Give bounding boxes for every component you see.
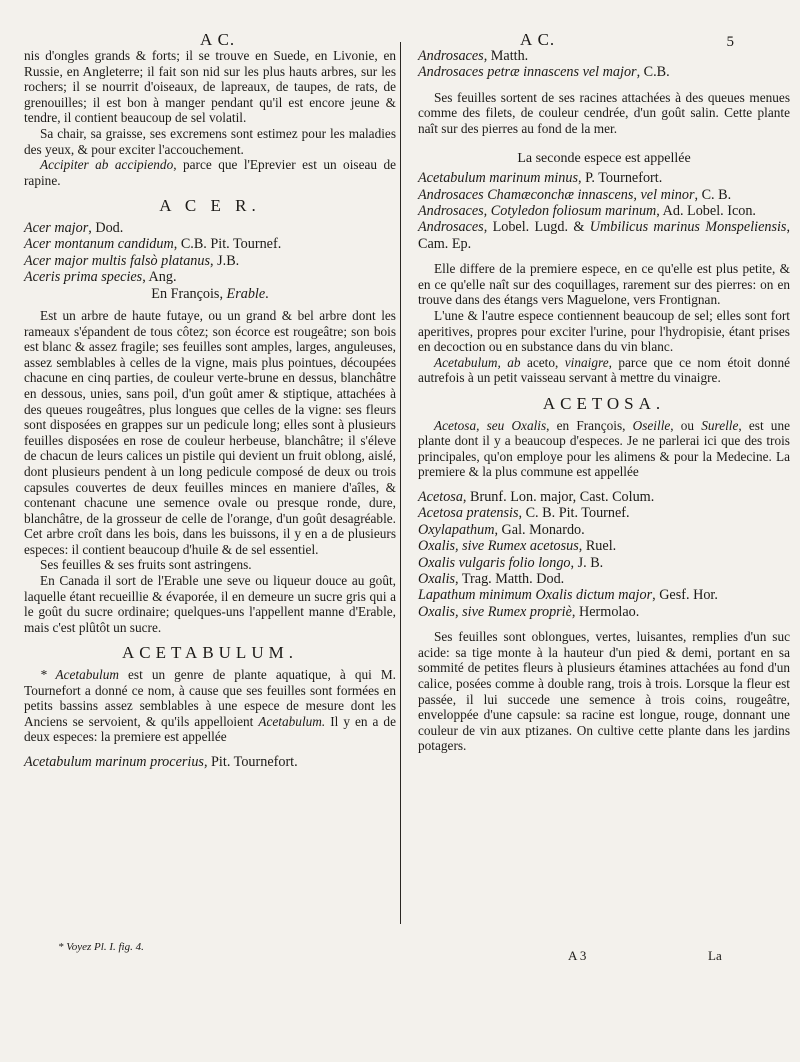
synonym-name: Androsaces Chamæconchæ innascens, vel minor	[418, 186, 695, 203]
running-head-right: A C.	[520, 30, 556, 49]
synonym-authority: , P. Tournefort.	[578, 170, 663, 187]
synonym-name: Oxalis, sive Rumex propriè	[418, 603, 572, 620]
term-3: Surelle	[701, 417, 739, 433]
acetabulum-text: est un genre de plante aquatique, à qui M. Tournefort a donné ce nom, à cause que ses feuilles sont formées en petits bassins assez semblables à une espece de mesure dont les Anciens se servoient, & qu'ils appelloient	[24, 667, 397, 729]
acetabulum-term-2: Acetabulum.	[258, 713, 326, 729]
acetosa-synonym-list	[418, 489, 790, 620]
synonym-authority-2: , Cam. Ep.	[418, 219, 790, 252]
synonym-entry	[24, 253, 396, 269]
synonym-entry	[418, 587, 790, 603]
synonym-name: Acetosa	[418, 488, 463, 505]
synonym-authority: , J.B.	[210, 252, 240, 269]
page-number: 5	[726, 34, 734, 50]
paragraph-feuilles: Ses feuilles sortent de ses racines attachées à des queues menues comme des filets, de couleur cendrée, d'un goût salin. Cette plante naît sur des pierres au fond de la mer.	[418, 89, 790, 136]
synonym-acetabulum-minus	[418, 170, 790, 186]
running-head-left: A C.	[200, 30, 236, 49]
synonym-chamaeconchae	[418, 187, 790, 203]
synonym-authority: , C.B. Pit. Tournef.	[173, 236, 282, 253]
synonym-name: Aceris prima species	[24, 269, 143, 286]
acetabulum-term: * Acetabulum	[40, 667, 119, 683]
synonym-name: Acer montanum candidum	[24, 236, 174, 253]
synonym-cotyledon	[418, 203, 790, 219]
paragraph-acer-astringent: Ses feuilles & ses fruits sont astringens.	[40, 557, 252, 573]
synonym-entry	[24, 220, 396, 236]
footnote: * Voyez Pl. I. fig. 4.	[58, 941, 144, 953]
synonym-name: Oxalis	[418, 570, 456, 587]
paragraph-accipiter-end: nis d'ongles grands & forts; il se trouve en Suede, en Livonie, en Russie, en Angleterre; il fait son nid sur les plus hauts arbres, sur les rochers; il se nourrit d'oiseaux, de lapreaux, de taupes, de rats, de grenouilles; il est bon à manger pendant qu'il est encore jeune & tendre, il contient beaucoup de sel volatil.	[24, 48, 396, 126]
paragraph-chair: Sa chair, sa graisse, ses excremens sont estimez pour les maladies des yeux, & pour exciter l'accouchement.	[24, 125, 396, 157]
second-species-heading: La seconde espece est appellée	[517, 150, 691, 166]
acer-synonym-list	[24, 220, 396, 286]
synonym-authority: , Trag. Matth. Dod.	[455, 570, 565, 587]
left-column	[24, 48, 396, 770]
synonym-authority: , C. B. Pit. Tournef.	[518, 505, 630, 522]
text: , en François,	[546, 417, 633, 433]
synonym-entry	[418, 489, 790, 505]
synonym-entry	[418, 538, 790, 554]
synonym-name: Acetosa pratensis	[418, 505, 519, 522]
synonym-entry	[418, 505, 790, 521]
right-column	[418, 48, 790, 754]
synonym-entry	[24, 236, 396, 252]
synonym-name: Acetabulum marinum procerius	[24, 754, 204, 770]
text: aceto,	[520, 354, 565, 370]
acer-french-name	[24, 286, 396, 302]
column-divider	[400, 42, 401, 924]
paragraph-acer-canada: En Canada il sort de l'Erable une seve ou liqueur douce au goût, laquelle étant recueillie & évaporée, il en demeure un sucre gris qui a le goût du sucre ordinaire; quelques-uns l'appellent manne d'Erable, mais c'est plûtôt un sucre.	[24, 573, 396, 635]
paragraph-vinaigre	[418, 355, 790, 386]
synonym-entry	[418, 555, 790, 571]
text-2: , ou	[670, 417, 702, 433]
paragraph-acetosa	[418, 418, 790, 480]
synonym-name: Androsaces, Cotyledon foliosum marinum	[418, 203, 657, 219]
synonym-authority: , Hermolao.	[571, 603, 640, 620]
synonym-name: Androsaces petræ innascens vel major	[418, 64, 637, 81]
french-name: Erable	[226, 285, 266, 302]
synonym-name-2: Umbilicus marinus Monspeliensis	[589, 219, 787, 236]
synonym-entry	[418, 604, 790, 620]
synonym-name: Oxalis, sive Rumex acetosus	[418, 538, 579, 555]
synonym-entry	[24, 269, 396, 285]
synonym-umbilicus	[418, 219, 790, 252]
synonym-name: Acer major	[24, 219, 89, 236]
acetabulum-text-2: Il y en a de deux especes: la premiere est appellée	[24, 713, 396, 745]
synonym-entry	[418, 571, 790, 587]
term-2: vinaigre	[564, 354, 609, 370]
signature-mark: A 3	[568, 948, 587, 963]
synonym-name: Oxylapathum	[418, 521, 495, 538]
synonym-authority: , C.B.	[636, 64, 670, 81]
term: Acetosa, seu Oxalis	[434, 417, 547, 433]
catchword: La	[708, 948, 722, 963]
synonym-authority: , Lobel. Lugd. &	[483, 219, 590, 236]
synonym-authority: , Ruel.	[578, 538, 617, 555]
acetabulum-synonym	[24, 754, 396, 770]
synonym-authority: , Brunf. Lon. major, Cast. Colum.	[462, 488, 655, 505]
synonym-entry	[418, 522, 790, 538]
french-prefix: En François,	[151, 285, 227, 302]
paragraph-acetabulum	[24, 667, 396, 745]
heading-acer: A C E R.	[159, 196, 261, 216]
synonym-authority: , Pit. Tournefort.	[203, 754, 298, 770]
term-2: Oseille	[632, 417, 671, 433]
synonym-authority: , Dod.	[88, 219, 124, 236]
heading-acetabulum: ACETABULUM.	[122, 643, 298, 663]
paragraph-differe: Elle differe de la premiere espece, en ce qu'elle est plus petite, & en ce qu'elle naît sur des coquillages, rarement sur des pierres: on en trouve dans des étangs vers Maguelone, vers Frontignan.	[418, 261, 790, 308]
paragraph-sel: L'une & l'autre espece contiennent beaucoup de sel; elles sont fort aperitives, propres pour exciter l'urine, pour l'hydropisie, étant prises en decoction ou en substance dans du vin blanc.	[418, 308, 790, 355]
synonym-name: Acetabulum marinum minus	[418, 170, 578, 187]
heading-acetosa: ACETOSA.	[542, 393, 666, 413]
synonym-name: Androsaces	[418, 48, 484, 64]
text-2: , parce que ce nom étoit donné autrefois à un petit vaisseau servant à mettre du vinaigre.	[418, 354, 790, 386]
term: Acetabulum, ab	[434, 354, 521, 370]
synonym-authority: , J. B.	[570, 554, 604, 571]
synonym-authority: , Matth.	[483, 48, 529, 64]
synonym-authority: , C. B.	[694, 186, 732, 203]
synonym-name: Androsaces	[418, 219, 484, 236]
androsaces-synonym-1	[418, 48, 790, 64]
text-3: , est une plante dont il y a beaucoup d'especes. Je ne parlerai ici que des trois principales, qu'on employe pour les alimens & pour la Medecine. La premiere & la plus commune est appellée	[418, 417, 791, 480]
synonym-authority: , Gal. Monardo.	[494, 521, 585, 538]
etymology-term: Accipiter ab accipiendo	[40, 157, 174, 173]
paragraph-acer-description: Est un arbre de haute futaye, ou un grand & bel arbre dont les rameaux s'épandent de tous côtez; son écorce est rougeâtre; son bois est blanc & assez fragile; ses feuilles sont amples, larges, anguleuses, assez semblables à celles de la vigne, mais plus pointues, découpées chacune en cinq parties, de couleur verte-brune en dessus, blanchâtre en dessous, unies, sans poil, d'un goût amer & stiptique, attachées à des queues rougeâtres, plus longues que celles de la vigne: ses fleurs sont disposées en grappes sur un pedicule long; elles sont à plusieurs feuilles disposées en rose de couleur herbeuse, blanchâtre; il s'éleve de chacun de leurs calices un pistile qui devient un fruit oblong, aislé, dont plusieurs pendent à un long pedicule composé de deux ou trois capsules couvertes de deux feuilles minces en maniere d'aîles, & contenant chacune une semence ovale ou presque ronde, dure, blanchâtre, de la grosseur de celle de l'orange, d'un goût desagréable. Cet arbre croît dans les bois, dans les buissons, il y en a de plusieurs especes: il contient beaucoup d'huile & de sel essentiel.	[24, 307, 396, 557]
synonym-name: Lapathum minimum Oxalis dictum major	[418, 587, 653, 604]
synonym-authority: , Ad. Lobel. Icon.	[656, 203, 756, 219]
androsaces-synonym-2	[418, 64, 790, 80]
etymology-text: , parce que l'Eprevier est un oiseau de rapine.	[24, 157, 397, 188]
synonym-name: Oxalis vulgaris folio longo	[418, 554, 571, 571]
synonym-authority: , Gesf. Hor.	[652, 587, 718, 604]
french-suffix: .	[265, 285, 269, 302]
paragraph-etymology	[24, 157, 396, 188]
paragraph-acetosa-description: Ses feuilles sont oblongues, vertes, luisantes, remplies d'un suc acide: sa tige monte à la hauteur d'un pied & demi, portant en sa sommité de petites fleurs à plusieurs étamines attachées au fond d'un calice, posées comme à double rang, trois à trois. Lorsque la fleur est passée, il lui succede une semence à trois coins, rougeâtre, enveloppée d'une capsule: sa racine est longue, rouge, donnant une couleur de vin aux ptizanes. On cultive cette plante dans les jardins potagers.	[418, 629, 790, 754]
synonym-name: Acer major multis falsò platanus	[24, 252, 211, 269]
synonym-authority: , Ang.	[142, 269, 177, 286]
